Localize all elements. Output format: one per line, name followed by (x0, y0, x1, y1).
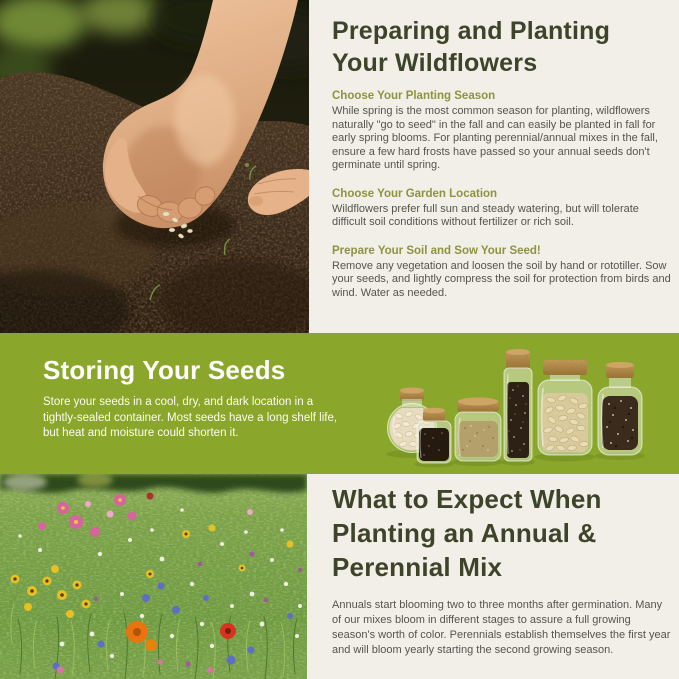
subsection-body: Wildflowers prefer full sun and steady watering, but will tolerate difficult soil conditions without fertilizer or rich soil. (332, 202, 639, 228)
bottom-section-body: Annuals start blooming two to three months after germination. Many of our mixes bloom in different stages to assure a full growing season's worth of color. Perennials establish themselves the first year and will bloom yearly starting the second growing season. (332, 599, 671, 656)
page-title: Preparing and Planting Your Wildflowers (332, 17, 611, 77)
wildflower-meadow-illustration (0, 474, 307, 679)
bottom-row (0, 474, 679, 679)
subsection-garden-location (332, 188, 671, 230)
seed-jars-illustration (385, 338, 667, 472)
subsection-heading: Choose Your Planting Season (332, 90, 496, 102)
banner-title: Storing Your Seeds (43, 355, 286, 385)
bottom-section-title: What to Expect When Planting an Annual & Perennial Mix (332, 484, 602, 582)
subsection-heading: Choose Your Garden Location (332, 187, 498, 200)
seed-jars-photo (385, 338, 667, 472)
seed-jar-dark-mix (598, 362, 642, 455)
seed-jar-tall (504, 349, 532, 461)
top-text-panel (309, 0, 679, 334)
banner-body: Store your seeds in a cool, dry, and dark location in a tightly-sealed container. Most seeds have a long shelf life, but heat and moisture could shorten it. (43, 396, 338, 439)
seed-jar-pumpkin (538, 360, 592, 455)
top-row (0, 0, 679, 334)
wildflower-meadow-photo (0, 474, 307, 679)
subsection-planting-season (332, 90, 671, 173)
subsection-prepare-soil (332, 245, 671, 301)
seed-jar-tan (455, 398, 501, 462)
bottom-text-panel (307, 474, 679, 679)
subsection-body: While spring is the most common season for planting, wildflowers naturally "go to seed" in the fall and can easily be planted in fall for early spring blooms. For planting perennial/annual mixes in the fall, ensure a few hard frosts have passed so your annual seeds don't germinate until spring. (332, 105, 658, 171)
banner-text-block (43, 355, 345, 442)
hand-planting-photo (0, 0, 309, 334)
subsection-heading: Prepare Your Soil and Sow Your Seed! (332, 244, 541, 257)
storing-seeds-banner (0, 333, 679, 474)
subsection-body: Remove any vegetation and loosen the soil by hand or rototiller. Sow your seeds, and lightly compress the soil for protection from birds and wind. Water as needed. (332, 259, 671, 299)
hand-planting-illustration (0, 0, 309, 334)
